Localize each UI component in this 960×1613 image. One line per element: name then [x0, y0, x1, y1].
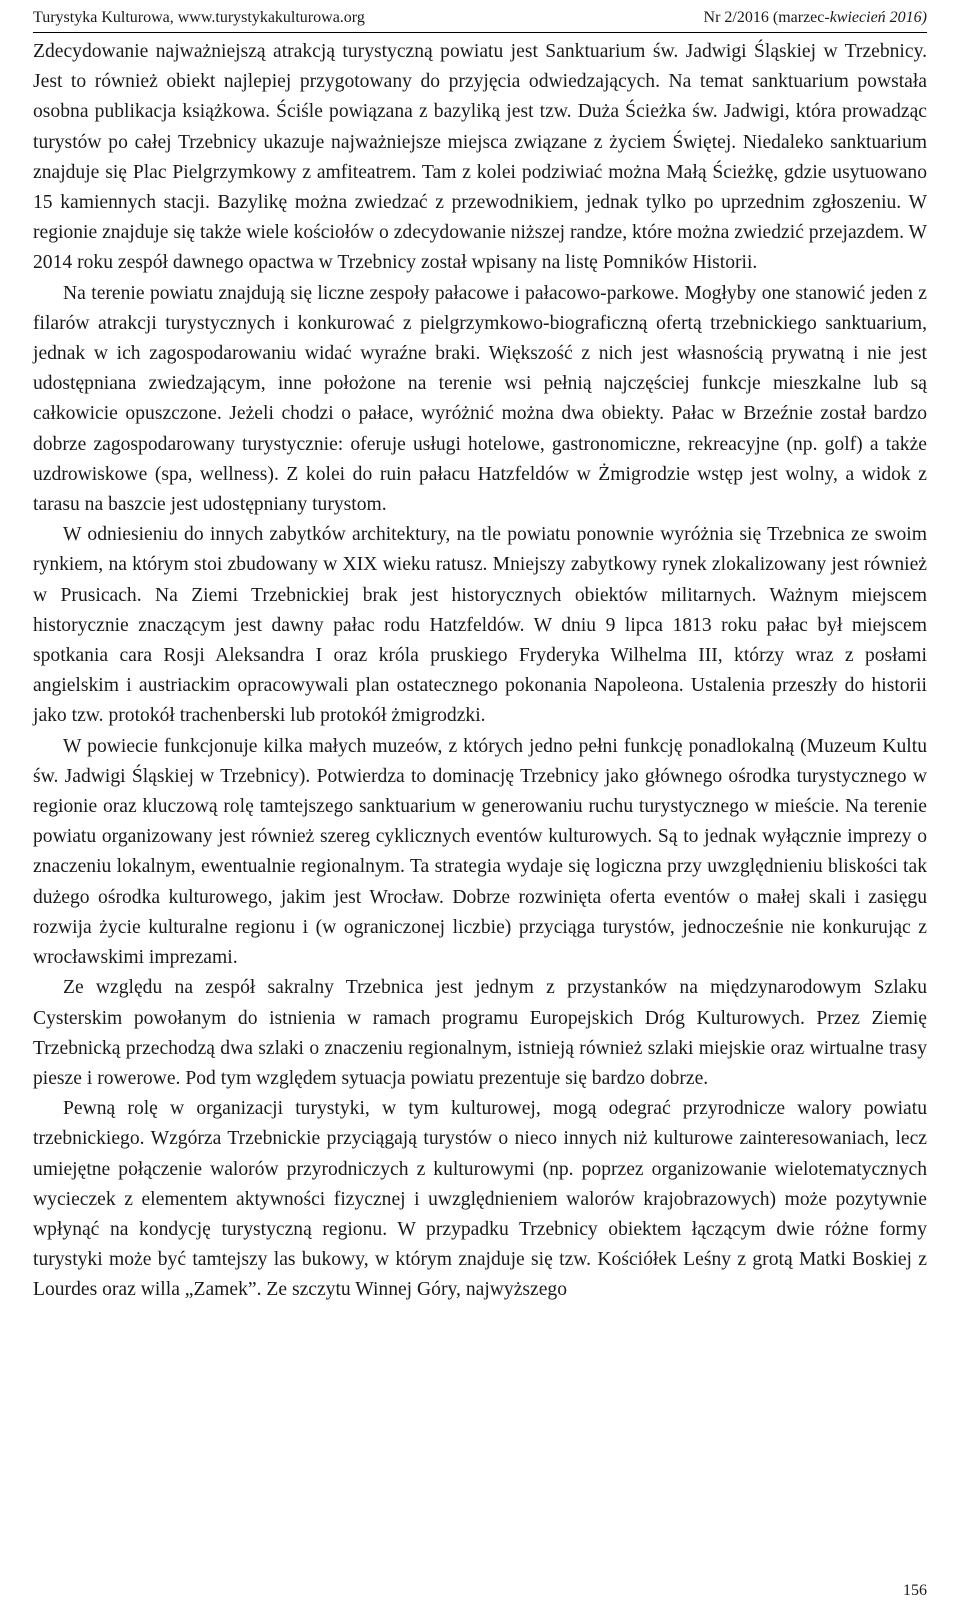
article-body — [33, 37, 927, 1306]
paragraph-trails: Ze względu na zespół sakralny Trzebnica jest jednym z przystanków na międzynarodowym Szlaku Cysterskim powołanym do istnienia w ramach programu Europejskich Dróg Kulturowych. Przez Ziemię Trzebnicką przechodzą dwa szlaki o znaczeniu regionalnym, istnieją również szlaki miejskie oraz wirtualne trasy piesze i rowerowe. Pod tym względem sytuacja powiatu prezentuje się bardzo dobrze. — [33, 977, 927, 1089]
paragraph-palaces: Na terenie powiatu znajdują się liczne zespoły pałacowe i pałacowo-parkowe. Mogłyby one stanowić jeden z filarów atrakcji turystycznych i konkurować z pielgrzymkowo-biograficzną ofertą trzebnickiego sanktuarium, jednak w ich zagospodarowaniu widać wyraźne braki. Większość z nich jest własnością prywatną i nie jest udostępniana zwiedzającym, inne położone na terenie wsi pełnią najczęściej funkcje mieszkalne lub są całkowicie opuszczone. Jeżeli chodzi o pałace, wyróżnić można dwa obiekty. Pałac w Brzeźnie został bardzo dobrze zagospodarowany turystycznie: oferuje usługi hotelowe, gastronomiczne, rekreacyjne (np. golf) a także uzdrowiskowe (spa, wellness). Z kolei do ruin pałacu Hatzfeldów w Żmigrodzie wstęp jest wolny, a widok z tarasu na baszcie jest udostępniany turystom. — [33, 282, 927, 516]
issue-date: kwiecień 2016) — [829, 9, 927, 26]
paragraph-nature: Pewną rolę w organizacji turystyki, w tym kulturowej, mogą odegrać przyrodnicze walory powiatu trzebnickiego. Wzgórza Trzebnickie przyciągają turystów o nieco innych niż kulturowe zainteresowaniach, lecz umiejętne połączenie walorów przyrodniczych z kulturowymi (np. poprzez organizowanie wielotematycznych wycieczek z elementem aktywności fizycznej i uwzględnieniem walorów krajobrazowych) może pozytywnie wpłynąć na kondycję turystyczną regionu. W przypadku Trzebnicy obiektem łączącym dwie różne formy turystyki może być tamtejszy las bukowy, w którym znajduje się tzw. Kościółek Leśny z grotą Matki Boskiej z Lourdes oraz willa „Zamek”. Ze szczytu Winnej Góry, najwyższego — [33, 1098, 927, 1301]
running-header — [33, 8, 927, 30]
journal-title: Turystyka Kulturowa, www.turystykakulturowa.org — [33, 9, 365, 26]
issue-info — [704, 8, 927, 28]
page-number: 156 — [903, 1582, 927, 1599]
paragraph-architecture: W odniesieniu do innych zabytków architektury, na tle powiatu ponownie wyróżnia się Trzebnica ze swoim rynkiem, na którym stoi zbudowany w XIX wieku ratusz. Mniejszy zabytkowy rynek zlokalizowany jest również w Prusicach. Na Ziemi Trzebnickiej brak jest historycznych obiektów militarnych. Ważnym miejscem historycznie znaczącym jest dawny pałac rodu Hatzfeldów. W dniu 9 lipca 1813 roku pałac był miejscem spotkania cara Rosji Aleksandra I oraz króla pruskiego Fryderyka Wilhelma III, którzy wraz z posłami angielskim i austriackim opracowywali plan ostatecznego pokonania Napoleona. Ustalenia przeszły do historii jako tzw. protokół trachenberski lub protokół żmigrodzki. — [33, 524, 927, 727]
header-rule — [33, 32, 927, 33]
paragraph-sanctuary: Zdecydowanie najważniejszą atrakcją turystyczną powiatu jest Sanktuarium św. Jadwigi Śląskiej w Trzebnicy. Jest to również obiekt najlepiej przygotowany do przyjęcia odwiedzających. Na temat sanktuarium powstała osobna publikacja książkowa. Ściśle powiązana z bazyliką jest tzw. Duża Ścieżka św. Jadwigi, która prowadząc turystów po całej Trzebnicy ukazuje najważniejsze miejsca związane z życiem Świętej. Niedaleko sanktuarium znajduje się Plac Pielgrzymkowy z amfiteatrem. Tam z kolei podziwiać można Małą Ścieżkę, gdzie usytuowano 15 kamiennych stacji. Bazylikę można zwiedzać z przewodnikiem, jednak tylko po uprzednim zgłoszeniu. W regionie znajduje się także wiele kościołów o zdecydowanie niższej randze, które można zwiedzić przejazdem. W 2014 roku zespół dawnego opactwa w Trzebnicy został wpisany na listę Pomników Historii. — [33, 41, 928, 274]
issue-number: Nr 2/2016 (marzec- — [703, 9, 830, 26]
paragraph-museums: W powiecie funkcjonuje kilka małych muzeów, z których jedno pełni funkcję ponadlokalną (Muzeum Kultu św. Jadwigi Śląskiej w Trzebnicy). Potwierdza to dominację Trzebnicy jako głównego ośrodka turystycznego w regionie oraz kluczową rolę tamtejszego sanktuarium w generowaniu ruchu turystycznego w mieście. Na terenie powiatu organizowany jest również szereg cyklicznych eventów kulturowych. Są to jednak wyłącznie imprezy o znaczeniu lokalnym, ewentualnie regionalnym. Ta strategia wydaje się logiczna przy uwzględnieniu bliskości tak dużego ośrodka kulturowego, jakim jest Wrocław. Dobrze rozwinięta oferta eventów o małej skali i zasięgu rozwija życie kulturalne regionu i (w ograniczonej liczbie) przyciąga turystów, jednocześnie nie konkurując z wrocławskimi imprezami. — [33, 735, 927, 969]
